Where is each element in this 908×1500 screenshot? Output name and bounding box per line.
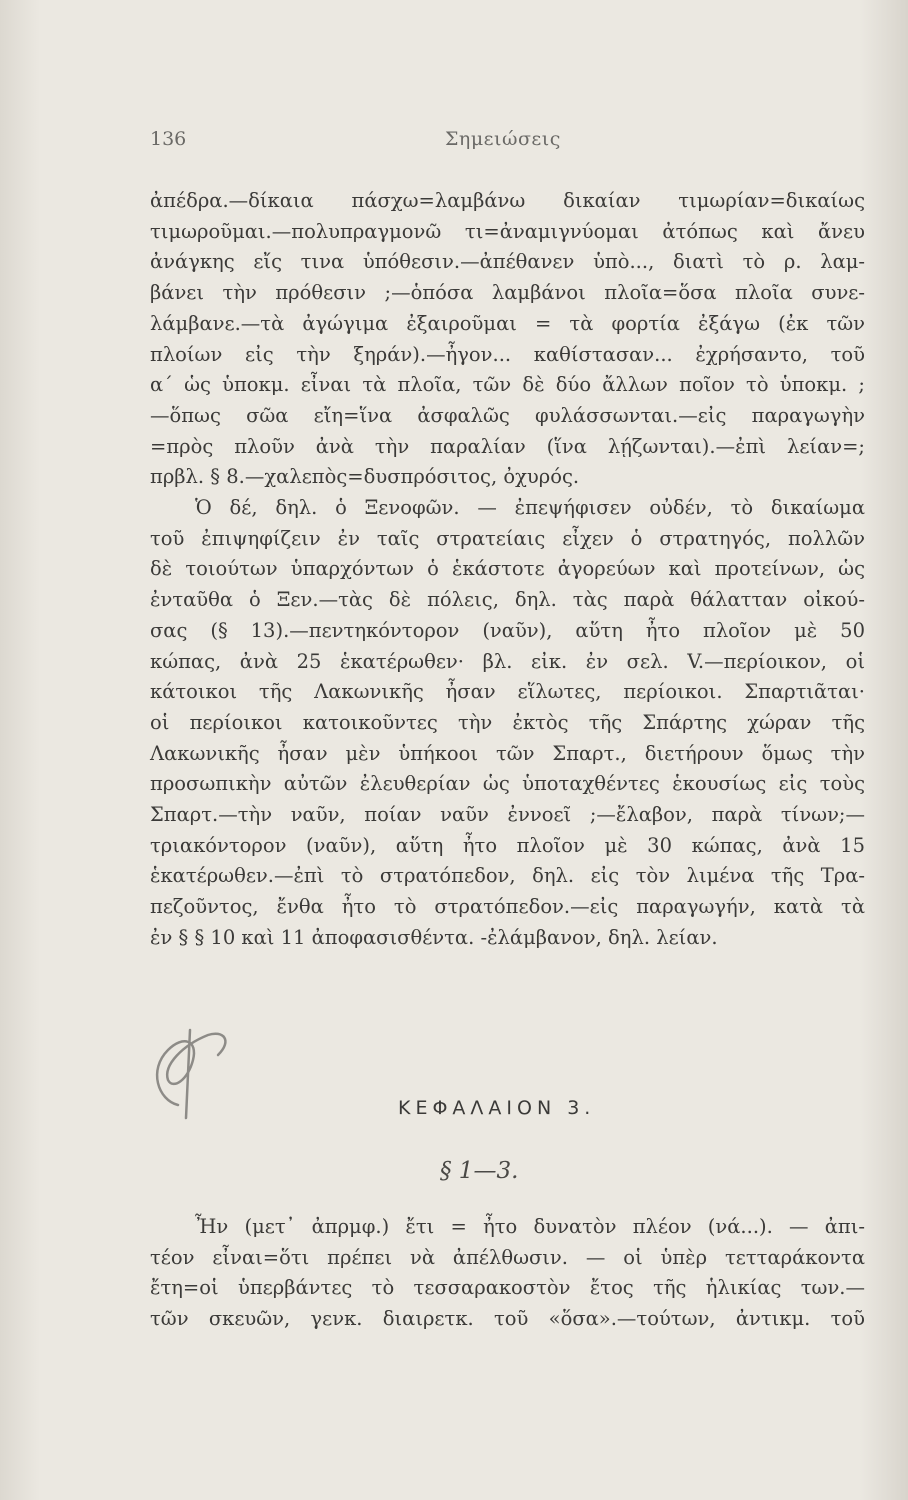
text-line: πρβλ. § 8.—χαλεπὸς=δυσπρόσιτος, ὀχυρός.	[150, 465, 580, 489]
text-line: ἐν § § 10 καὶ 11 ἀποφασισθέντα. -ἐλάμβανον, δηλ. λείαν.	[150, 925, 718, 949]
text-line: ἐνταῦθα ὁ Ξεν.—τὰς δὲ πόλεις, δηλ. τὰς παρὰ θάλατταν οἰκού-	[150, 588, 865, 612]
notes-paragraph	[150, 186, 865, 954]
running-title: Σημειώσεις	[445, 128, 561, 150]
handwritten-mark	[138, 1010, 258, 1120]
text-line: ἔτη=οἱ ὑπερβάντες τὸ τεσσαρακοστὸν ἔτος τῆς ἡλικίας των.—	[150, 1276, 865, 1300]
notes-paragraph-chapter-3	[150, 1212, 865, 1335]
text-line: κώπας, ἀνὰ 25 ἑκατέρωθεν· βλ. εἰκ. ἐν σελ. V.—περίοικον, οἱ	[150, 649, 865, 673]
text-line: ἀνάγκης εἴς τινα ὑπόθεσιν.—ἀπέθανεν ὑπὸ..., διατὶ τὸ ρ. λαμ-	[150, 250, 865, 274]
text-line: πλοίων εἰς τὴν ξηράν).—ἦγον... καθίστασαν... ἐχρήσαντο, τοῦ	[150, 342, 865, 366]
text-line: Λακωνικῆς ἦσαν μὲν ὑπήκοοι τῶν Σπαρτ., διετήρουν ὅμως τὴν	[150, 741, 865, 765]
text-line: τῶν σκευῶν, γενκ. διαιρετκ. τοῦ «ὅσα».—τούτων, ἀντικμ. τοῦ	[150, 1307, 865, 1331]
text-line: τέον εἶναι=ὅτι πρέπει νὰ ἀπέλθωσιν. — οἱ ὑπὲρ τετταράκοντα	[150, 1245, 865, 1269]
text-line: σας (§ 13).—πεντηκόντορον (ναῦν), αὕτη ἦτο πλοῖον μὲ 50	[150, 618, 865, 642]
text-line: τριακόντορον (ναῦν), αὕτη ἦτο πλοῖον μὲ 30 κώπας, ἀνὰ 15	[150, 833, 865, 857]
text-line: α´ ὡς ὑποκμ. εἶναι τὰ πλοῖα, τῶν δὲ δύο ἄλλων ποῖον τὸ ὑποκμ. ;	[150, 373, 865, 397]
text-line: Ὁ δέ, δηλ. ὁ Ξενοφῶν. — ἐπεψήφισεν οὐδέν, τὸ δικαίωμα	[195, 496, 865, 520]
text-line: προσωπικὴν αὐτῶν ἐλευθερίαν ὡς ὑποταχθέντες ἑκουσίως εἰς τοὺς	[150, 772, 865, 796]
text-line: ἑκατέρωθεν.—ἐπὶ τὸ στρατόπεδον, δηλ. εἰς τὸν λιμένα τῆς Τρα-	[150, 864, 865, 888]
page-header	[150, 128, 865, 158]
chapter-title: ΚΕΦΑΛΑΙΟΝ 3.	[398, 1097, 596, 1119]
text-line: τιμωροῦμαι.—πολυπραγμονῶ τι=ἀναμιγνύομαι ἀτόπως καὶ ἄνευ	[150, 219, 865, 243]
page-number: 136	[150, 128, 187, 150]
text-line: τοῦ ἐπιψηφίζειν ἐν ταῖς στρατείαις εἶχεν ὁ στρατηγός, πολλῶν	[150, 526, 865, 550]
text-line: =πρὸς πλοῦν ἀνὰ τὴν παραλίαν (ἵνα λῄζωνται).—ἐπὶ λείαν=;	[150, 434, 865, 458]
text-line: βάνει τὴν πρόθεσιν ;—ὁπόσα λαμβάνοι πλοῖα=ὅσα πλοῖα συνε-	[150, 281, 865, 305]
text-line: ἀπέδρα.—δίκαια πάσχω=λαμβάνω δικαίαν τιμωρίαν=δικαίως	[150, 189, 865, 212]
text-line: κάτοικοι τῆς Λακωνικῆς ἦσαν εἵλωτες, περίοικοι. Σπαρτιᾶται·	[150, 680, 865, 704]
text-line: Ἦν (μετ᾽ ἀπρμφ.) ἔτι = ἦτο δυνατὸν πλέον (νά...). — ἀπι-	[195, 1215, 865, 1238]
text-line: λάμβανε.—τὰ ἀγώγιμα ἐξαιροῦμαι = τὰ φορτία ἐξάγω (ἐκ τῶν	[150, 311, 865, 335]
text-line: οἱ περίοικοι κατοικοῦντες τὴν ἐκτὸς τῆς Σπάρτης χώραν τῆς	[150, 710, 865, 734]
text-line: Σπαρτ.—τὴν ναῦν, ποίαν ναῦν ἐννοεῖ ;—ἔλαβον, παρὰ τίνων;—	[150, 803, 865, 827]
section-title: § 1—3.	[440, 1158, 519, 1184]
text-line: —ὅπως σῶα εἴη=ἵνα ἀσφαλῶς φυλάσσωνται.—εἰς παραγωγὴν	[150, 403, 865, 427]
text-line: πεζοῦντος, ἔνθα ἦτο τὸ στρατόπεδον.—εἰς παραγωγήν, κατὰ τὰ	[150, 895, 865, 919]
text-line: δὲ τοιούτων ὑπαρχόντων ὁ ἑκάστοτε ἀγορεύων καὶ προτείνων, ὡς	[150, 557, 865, 581]
